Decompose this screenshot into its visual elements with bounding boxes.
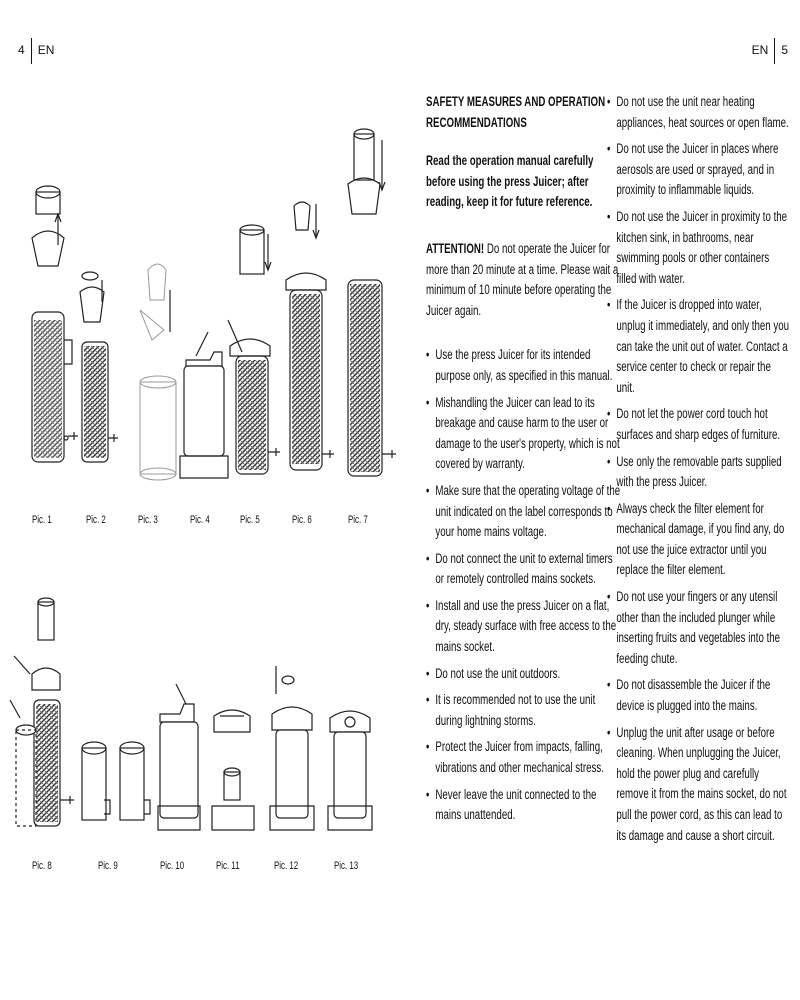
figure-caption: Pic. 4: [190, 514, 210, 526]
figure-caption: Pic. 9: [98, 860, 118, 872]
list-item: • Protect the Juicer from impacts, falling, vibrations and other mechanical stress.: [426, 737, 620, 778]
list-item: • Do not use the unit near heating appliances, heat sources or open flame.: [607, 92, 791, 133]
figure-caption: Pic. 12: [274, 860, 299, 872]
attention-text: Do not operate the Juicer for more than 20 minute at a time. Please wait a minimum of 10 minute before operating the Juicer again.: [426, 240, 619, 318]
figure-caption: Pic. 1: [32, 514, 52, 526]
page-number: 5: [781, 43, 788, 58]
juicer-assembly-illustrations-bottom: [4, 590, 404, 850]
pic-1-illustration: [32, 186, 78, 462]
figure-caption: Pic. 11: [216, 860, 240, 872]
page-number-left: [18, 38, 54, 64]
list-item: • It is recommended not to use the unit during lightning storms.: [426, 690, 620, 731]
page-divider: [774, 38, 775, 64]
list-item: • Always check the filter element for mechanical damage, if you find any, do not use the juice extractor until you replace the filter element.: [607, 499, 791, 581]
list-item: • Do not use the Juicer in proximity to the kitchen sink, in bathrooms, near swimming pools or other containers filled with water.: [607, 207, 791, 289]
list-item: • Never leave the unit connected to the mains unattended.: [426, 785, 620, 826]
list-item: • Make sure that the operating voltage of the unit indicated on the label corresponds to your home mains voltage.: [426, 481, 620, 543]
list-item: • Unplug the unit after usage or before cleaning. When unplugging the Juicer, hold the power plug and carefully remove it from the mains socket, do not pull the power cord, as this can lead to its damage and cause a short circuit.: [607, 723, 791, 847]
list-item: • Install and use the press Juicer on a flat, dry, steady surface with free access to the mains socket.: [426, 596, 620, 658]
language-code: EN: [37, 43, 55, 58]
intro-paragraph: Read the operation manual carefully before using the press Juicer; after reading, keep it for future reference.: [426, 153, 594, 210]
list-item: • If the Juicer is dropped into water, unplug it immediately, and only then you can take the unit out of water. Contact a service center to check or repair the unit.: [607, 295, 791, 398]
figure-caption: Pic. 5: [240, 514, 260, 526]
list-item: • Do not let the power cord touch hot surfaces and sharp edges of furniture.: [607, 404, 791, 445]
figure-caption: Pic. 10: [160, 860, 185, 872]
list-item: • Do not use the Juicer in places where aerosols are used or sprayed, and in proximity to inflammable liquids.: [607, 139, 791, 201]
safety-list-right: [607, 92, 791, 846]
list-item: • Do not disassemble the Juicer if the device is plugged into the mains.: [607, 675, 791, 716]
list-item: • Use the press Juicer for its intended purpose only, as specified in this manual.: [426, 345, 620, 386]
attention-paragraph: [426, 239, 620, 321]
juicer-assembly-illustrations-top: [10, 120, 410, 500]
figure-caption: Pic. 2: [86, 514, 106, 526]
attention-label: ATTENTION!: [426, 240, 485, 256]
page-number-right: [752, 38, 788, 64]
safety-column-right: [607, 92, 791, 852]
figure-caption: Pic. 7: [348, 514, 368, 526]
section-heading: SAFETY MEASURES AND OPERATION RECOMMENDATIONS: [426, 94, 606, 130]
safety-column-left: [426, 92, 620, 832]
list-item: • Do not use the unit outdoors.: [426, 664, 620, 685]
safety-list-left: [426, 345, 620, 825]
language-code: EN: [751, 43, 769, 58]
list-item: • Do not use your fingers or any utensil other than the included plunger while inserting fruits and vegetables into the feeding chute.: [607, 587, 791, 669]
page-number: 4: [18, 43, 25, 58]
figure-caption: Pic. 6: [292, 514, 312, 526]
figure-caption: Pic. 13: [334, 860, 359, 872]
list-item: • Use only the removable parts supplied with the press Juicer.: [607, 452, 791, 493]
figure-caption: Pic. 8: [32, 860, 52, 872]
page-divider: [31, 38, 32, 64]
figure-caption: Pic. 3: [138, 514, 158, 526]
list-item: • Mishandling the Juicer can lead to its breakage and cause harm to the user or damage to the user's property, which is not covered by warranty.: [426, 393, 620, 475]
list-item: • Do not connect the unit to external timers or remotely controlled mains sockets.: [426, 549, 620, 590]
